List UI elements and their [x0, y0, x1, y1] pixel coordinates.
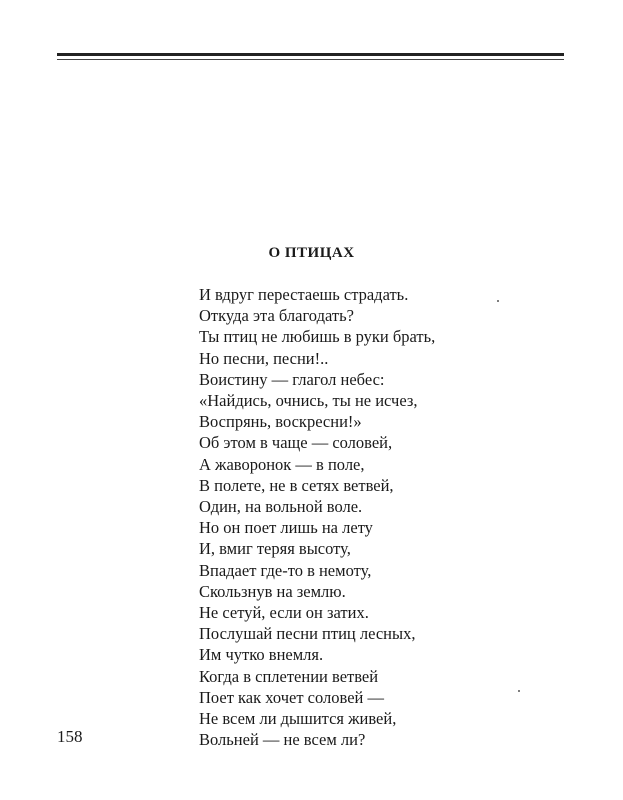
- poem-line: Воистину — глагол небес:: [199, 369, 385, 389]
- poem-line: Послушай песни птиц лесных,: [199, 624, 416, 644]
- poem-line: В полете, не в сетях ветвей,: [199, 475, 394, 495]
- poem-line: Откуда эта благодать?: [199, 306, 354, 326]
- header-rule-thick: [57, 53, 564, 56]
- poem-line: И вдруг перестаешь страдать.: [199, 285, 409, 304]
- poem-title: О ПТИЦАХ: [268, 245, 355, 261]
- poem-line: Не всем ли дышится живей,: [199, 709, 397, 729]
- page-number: 158: [57, 727, 83, 746]
- poem-body: [199, 284, 435, 750]
- poem-line: Не сетуй, если он затих.: [199, 603, 369, 623]
- poem-line: Воспрянь, воскресни!»: [199, 412, 362, 432]
- poem-line: А жаворонок — в поле,: [199, 454, 365, 474]
- poem-line: «Найдись, очнись, ты не исчез,: [199, 391, 418, 411]
- poem-line: Вольней — не всем ли?: [199, 730, 366, 750]
- poem-line: Им чутко внемля.: [199, 645, 324, 665]
- poem-line: Один, на вольной воле.: [199, 497, 363, 517]
- header-rule-thin: [57, 59, 564, 60]
- print-speck: [518, 690, 520, 692]
- print-speck: [497, 300, 499, 302]
- poem-line: Но он поет лишь на лету: [199, 518, 373, 538]
- poem-line: Но песни, песни!..: [199, 348, 329, 368]
- poem-line: Ты птиц не любишь в руки брать,: [199, 327, 436, 347]
- poem-line: Поет как хочет соловей —: [199, 687, 384, 707]
- poem-line: Когда в сплетении ветвей: [199, 666, 379, 686]
- poem-line: Скользнув на землю.: [199, 581, 346, 601]
- poem-line: И, вмиг теряя высоту,: [199, 539, 351, 559]
- poem-line: Об этом в чаще — соловей,: [199, 433, 393, 453]
- poem-line: Впадает где-то в немоту,: [199, 560, 372, 580]
